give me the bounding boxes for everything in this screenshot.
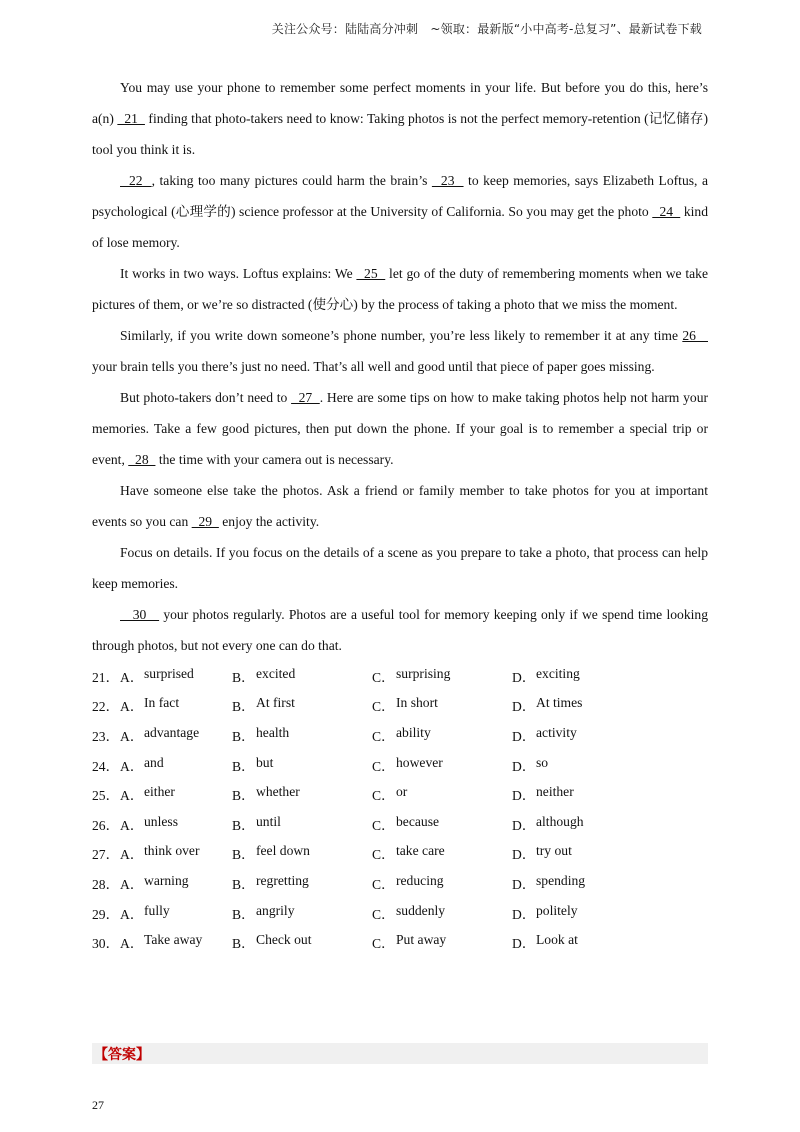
option-text: activity	[536, 724, 577, 740]
option-letter: C．	[372, 728, 395, 744]
option-text: In short	[396, 695, 438, 711]
option-text: reducing	[396, 872, 444, 888]
question-number: 22．	[92, 699, 120, 715]
answer-option	[232, 666, 372, 686]
option-letter: C．	[372, 788, 395, 804]
option-text: Take away	[144, 932, 203, 948]
page-header: 关注公众号：陆陆高分冲刺 ~领取：最新版“小中高考-总复习”、最新试卷下载	[271, 22, 702, 36]
answer-options	[92, 661, 708, 957]
option-letter: C．	[372, 936, 395, 952]
blank-number: 21	[117, 111, 145, 126]
option-letter: B．	[232, 936, 255, 952]
option-text: surprised	[144, 665, 194, 681]
answer-option	[512, 843, 632, 863]
page-number: 27	[92, 1098, 104, 1112]
option-text: surprising	[396, 665, 451, 681]
cloze-passage	[92, 72, 708, 661]
option-letter: C．	[372, 758, 395, 774]
answer-option	[120, 932, 232, 952]
passage-paragraph	[92, 165, 708, 258]
question-row	[92, 691, 708, 721]
option-text: neither	[536, 784, 574, 800]
option-letter: A．	[120, 936, 144, 952]
option-letter: A．	[120, 817, 144, 833]
answer-option	[372, 666, 512, 686]
option-letter: C．	[372, 906, 395, 922]
option-text: ability	[396, 724, 431, 740]
option-text: politely	[536, 902, 578, 918]
blank-number: 30	[120, 607, 160, 622]
option-text: so	[536, 754, 549, 770]
option-text: because	[396, 813, 440, 829]
option-text: suddenly	[396, 902, 446, 918]
option-letter: D．	[512, 699, 536, 715]
passage-text: Similarly, if you write down someone’s phone number, you’re less likely to remember it at any time	[120, 328, 683, 343]
option-letter: C．	[372, 876, 395, 892]
option-letter: D．	[512, 817, 536, 833]
option-text: however	[396, 754, 443, 770]
question-number: 25．	[92, 788, 120, 804]
option-letter: C．	[372, 669, 395, 685]
question-number: 29．	[92, 906, 120, 922]
blank-number: 26	[682, 328, 708, 343]
blank-number: 22	[120, 173, 152, 188]
answer-option	[120, 903, 232, 923]
option-text: and	[144, 754, 164, 770]
option-letter: D．	[512, 669, 536, 685]
question-number: 21．	[92, 669, 120, 685]
option-letter: A．	[120, 788, 144, 804]
option-text: Look at	[536, 932, 578, 948]
option-text: Check out	[256, 932, 312, 948]
question-row	[92, 720, 708, 750]
option-text: try out	[536, 843, 572, 859]
option-text: health	[256, 724, 290, 740]
answer-option	[372, 873, 512, 893]
passage-text: let go of the duty of remembering moments when we take pictures of them, or we’re so distracted (使分心) by the process of taking a photo that we miss the moment.	[92, 266, 709, 312]
answer-option	[512, 903, 632, 923]
passage-paragraph	[92, 382, 708, 475]
answer-option	[512, 784, 632, 804]
option-text: warning	[144, 872, 189, 888]
answer-option	[232, 903, 372, 923]
option-text: At times	[536, 695, 583, 711]
question-number: 24．	[92, 758, 120, 774]
answer-option	[120, 755, 232, 775]
answer-label: 【答案】	[94, 1047, 150, 1063]
answer-option	[120, 784, 232, 804]
option-text: although	[536, 813, 584, 829]
answer-option	[232, 755, 372, 775]
option-letter: A．	[120, 876, 144, 892]
question-row	[92, 661, 708, 691]
answer-option	[512, 725, 632, 745]
option-letter: A．	[120, 728, 144, 744]
passage-text: finding that photo-takers need to know: Taking photos is not the perfect memory-retention (记忆储存) tool you think it is.	[92, 111, 708, 157]
answer-option	[512, 755, 632, 775]
question-row	[92, 779, 708, 809]
passage-text: the time with your camera out is necessary.	[155, 452, 394, 467]
option-letter: B．	[232, 669, 255, 685]
question-row	[92, 839, 708, 869]
option-letter: D．	[512, 936, 536, 952]
answer-option	[372, 725, 512, 745]
answer-option	[512, 932, 632, 952]
answer-option	[120, 666, 232, 686]
passage-paragraph	[92, 320, 708, 382]
question-row	[92, 750, 708, 780]
option-text: think over	[144, 843, 200, 859]
passage-text: enjoy the activity.	[218, 514, 320, 529]
answer-option	[232, 695, 372, 715]
answer-option	[232, 725, 372, 745]
passage-paragraph	[92, 258, 708, 320]
option-letter: B．	[232, 728, 255, 744]
option-text: either	[144, 784, 175, 800]
passage-paragraph	[92, 72, 708, 165]
option-letter: B．	[232, 758, 255, 774]
question-number: 23．	[92, 728, 120, 744]
option-letter: D．	[512, 847, 536, 863]
passage-text: . Here are some tips on how to make taking photos help not harm your memories. Take a few good pictures, then put down the phone. If your goal is to remember a special trip or event,	[92, 390, 709, 467]
option-letter: D．	[512, 728, 536, 744]
option-text: unless	[144, 813, 178, 829]
option-text: whether	[256, 784, 300, 800]
blank-number: 29	[191, 514, 219, 529]
option-letter: A．	[120, 906, 144, 922]
option-letter: A．	[120, 847, 144, 863]
option-letter: B．	[232, 876, 255, 892]
answer-option	[120, 843, 232, 863]
question-row	[92, 868, 708, 898]
passage-text: kind of lose memory.	[92, 204, 708, 250]
question-number: 26．	[92, 817, 120, 833]
option-text: or	[396, 784, 408, 800]
passage-text: You may use your phone to remember some perfect moments in your life. But before you do this, here’s a(n)	[92, 80, 708, 126]
passage-text: Have someone else take the photos. Ask a friend or family member to take photos for you at important events so you can	[92, 483, 708, 529]
answer-option	[372, 932, 512, 952]
answer-option	[232, 784, 372, 804]
answer-option	[232, 843, 372, 863]
answer-option	[372, 903, 512, 923]
option-letter: C．	[372, 847, 395, 863]
option-text: but	[256, 754, 274, 770]
answer-option	[372, 784, 512, 804]
answer-option	[232, 873, 372, 893]
blank-number: 28	[128, 452, 156, 467]
answer-option	[512, 695, 632, 715]
option-letter: B．	[232, 788, 255, 804]
passage-text: to keep memories, says Elizabeth Loftus, a psychological (心理学的) science professor at the University of California. So you may get the photo	[92, 173, 708, 219]
option-text: In fact	[144, 695, 180, 711]
answer-option	[512, 814, 632, 834]
option-text: spending	[536, 872, 586, 888]
question-number: 27．	[92, 847, 120, 863]
option-letter: B．	[232, 906, 255, 922]
option-text: until	[256, 813, 281, 829]
passage-text: It works in two ways. Loftus explains: We	[120, 266, 357, 281]
option-text: take care	[396, 843, 445, 859]
option-letter: D．	[512, 906, 536, 922]
option-text: regretting	[256, 872, 309, 888]
option-letter: D．	[512, 876, 536, 892]
blank-number: 27	[291, 390, 320, 405]
option-text: At first	[256, 695, 295, 711]
option-letter: C．	[372, 699, 395, 715]
option-text: angrily	[256, 902, 295, 918]
question-row	[92, 809, 708, 839]
question-number: 30．	[92, 936, 120, 952]
answer-option	[512, 666, 632, 686]
answer-option	[120, 814, 232, 834]
option-letter: D．	[512, 788, 536, 804]
answer-section-bar	[92, 1043, 708, 1064]
answer-option	[512, 873, 632, 893]
answer-option	[120, 725, 232, 745]
passage-paragraph	[92, 537, 708, 599]
option-text: exciting	[536, 665, 580, 681]
option-letter: A．	[120, 669, 144, 685]
exam-content	[92, 72, 708, 957]
passage-text: But photo-takers don’t need to	[120, 390, 292, 405]
option-text: fully	[144, 902, 170, 918]
passage-text: , taking too many pictures could harm the brain’s	[151, 173, 432, 188]
answer-option	[232, 814, 372, 834]
option-text: Put away	[396, 932, 447, 948]
question-row	[92, 898, 708, 928]
option-text: excited	[256, 665, 296, 681]
answer-option	[372, 755, 512, 775]
question-number: 28．	[92, 876, 120, 892]
option-letter: D．	[512, 758, 536, 774]
passage-text: your brain tells you there’s just no need. That’s all well and good until that piece of paper goes missing.	[92, 359, 655, 374]
answer-option	[372, 695, 512, 715]
blank-number: 23	[431, 173, 464, 188]
answer-option	[120, 873, 232, 893]
option-letter: A．	[120, 699, 144, 715]
passage-paragraph	[92, 475, 708, 537]
option-letter: A．	[120, 758, 144, 774]
answer-option	[232, 932, 372, 952]
passage-text: your photos regularly. Photos are a useful tool for memory keeping only if we spend time looking through photos, but not every one can do that.	[92, 607, 708, 653]
passage-text: Focus on details. If you focus on the details of a scene as you prepare to take a photo, that process can help keep memories.	[92, 545, 708, 591]
option-letter: B．	[232, 847, 255, 863]
answer-option	[372, 814, 512, 834]
option-letter: B．	[232, 699, 255, 715]
passage-paragraph	[92, 599, 708, 661]
answer-option	[120, 695, 232, 715]
option-letter: C．	[372, 817, 395, 833]
answer-option	[372, 843, 512, 863]
blank-number: 24	[652, 204, 681, 219]
option-text: feel down	[256, 843, 310, 859]
option-letter: B．	[232, 817, 255, 833]
question-row	[92, 927, 708, 957]
option-text: advantage	[144, 724, 200, 740]
blank-number: 25	[356, 266, 386, 281]
